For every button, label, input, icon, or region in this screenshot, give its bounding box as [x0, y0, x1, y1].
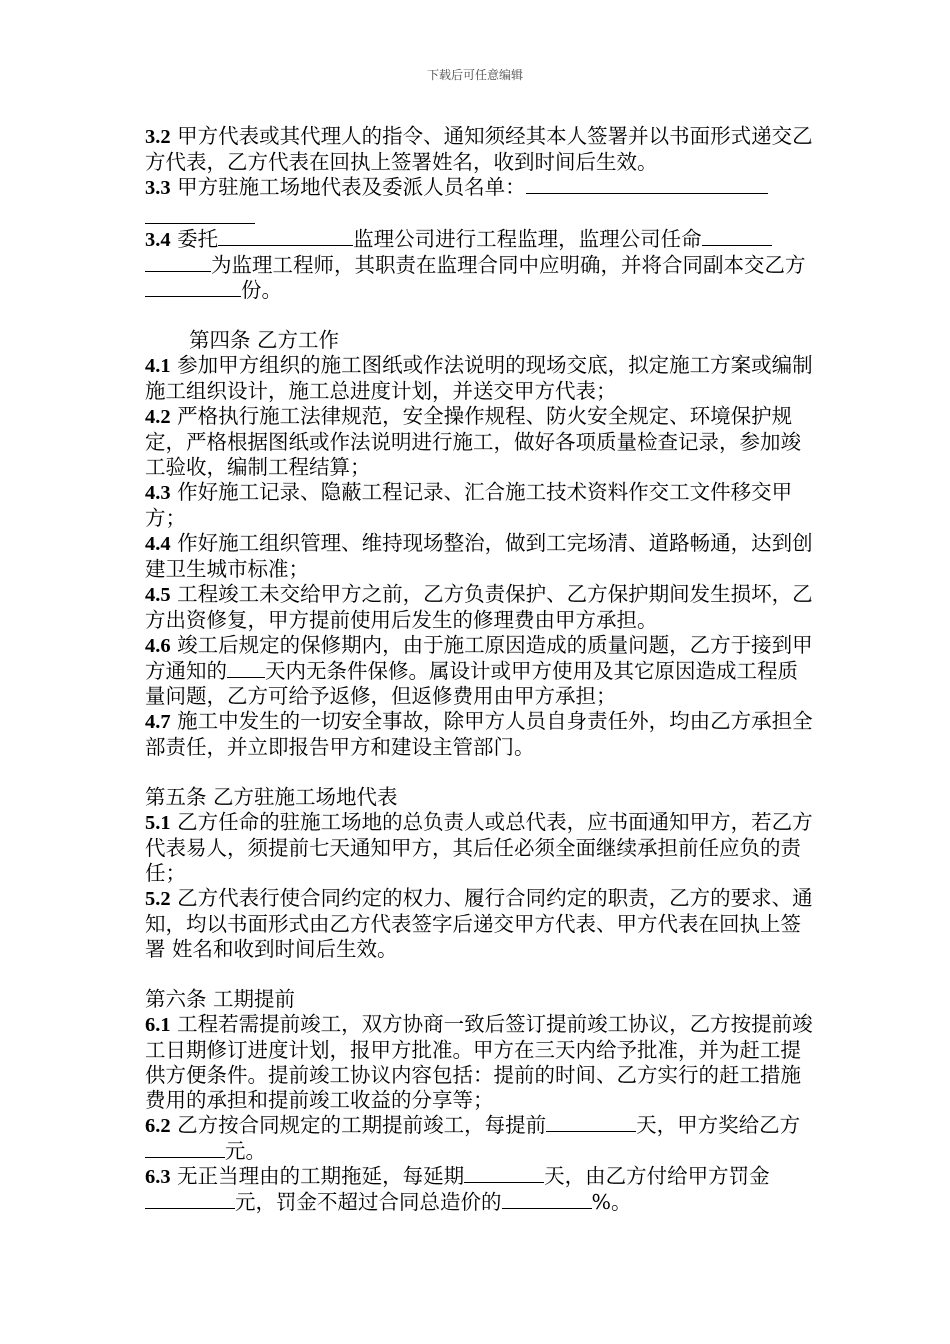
- clause-number: 5.1: [145, 812, 171, 834]
- clause-3-3: [145, 175, 817, 201]
- clause-text: 天，由乙方付给甲方罚金: [544, 1164, 770, 1188]
- clause-5-1: [145, 810, 817, 886]
- clause-text: 工程若需提前竣工，双方协商一致后签订提前竣工协议，乙方按提前竣工日期修订进度计划，报甲方批准。甲方在三天内给予批准，并为赶工提供方便条件。提前竣工协议内容包括：提前的时间、乙方实行的赶工措施费用的承担和提前竣工收益的分享等；: [145, 1012, 813, 1112]
- clause-text: 无正当理由的工期拖延，每延期: [177, 1164, 465, 1188]
- clause-number: 6.1: [145, 1014, 171, 1036]
- clause-number: 5.2: [145, 888, 171, 910]
- clause-number: 6.2: [145, 1115, 171, 1137]
- clause-text: 工程竣工未交给甲方之前，乙方负责保护、乙方保护期间发生损坏，乙方出资修复，甲方提前使用后发生的修理费由甲方承担。: [145, 582, 813, 632]
- clause-6-1: [145, 1012, 817, 1113]
- clause-number: 4.7: [145, 711, 171, 733]
- clause-4-1: [145, 353, 817, 404]
- clause-6-2: [145, 1113, 817, 1164]
- clause-text: 天，甲方奖给乙方: [636, 1113, 801, 1137]
- blank-field: [546, 1113, 636, 1132]
- blank-field: [702, 227, 772, 246]
- clause-text: 施工中发生的一切安全事故，除甲方人员自身责任外，均由乙方承担全部责任，并立即报告甲方和建设主管部门。: [145, 709, 813, 759]
- clause-text: 乙方代表行使合同约定的权力、履行合同约定的职责，乙方的要求、通知，均以书面形式由乙方代表签字后递交甲方代表、甲方代表在回执上签署 姓名和收到时间后生效。: [145, 886, 813, 961]
- clause-text: 严格执行施工法律规范，安全操作规程、防火安全规定、环境保护规定，严格根据图纸或作法说明进行施工，做好各项质量检查记录，参加竣工验收，编制工程结算；: [145, 404, 801, 479]
- clause-number: 4.2: [145, 406, 171, 428]
- blank-field: [145, 278, 241, 297]
- clause-text: 乙方按合同规定的工期提前竣工，每提前: [177, 1113, 547, 1137]
- blank-field: [526, 175, 768, 194]
- clause-text: 元，罚金不超过合同总造价的: [235, 1190, 502, 1214]
- clause-text: 份。: [241, 278, 282, 302]
- clause-4-3: [145, 480, 817, 531]
- blank-field: [502, 1190, 592, 1209]
- blank-field: [145, 253, 211, 272]
- clause-text: 为监理工程师，其职责在监理合同中应明确，并将合同副本交乙方: [211, 253, 806, 277]
- clause-4-7: [145, 709, 817, 760]
- clause-number: 4.4: [145, 533, 171, 555]
- clause-number: 4.5: [145, 584, 171, 606]
- document-body: [145, 124, 817, 1215]
- clause-text: 甲方代表或其代理人的指令、通知须经其本人签署并以书面形式递交乙方代表，乙方代表在回执上签署姓名，收到时间后生效。: [145, 124, 813, 174]
- clause-3-2: [145, 124, 817, 175]
- clause-number: 6.3: [145, 1166, 171, 1188]
- clause-text: 委托: [177, 227, 219, 251]
- clause-4-5: [145, 582, 817, 633]
- clause-number: 4.1: [145, 355, 171, 377]
- clause-number: 4.3: [145, 482, 171, 504]
- clause-4-6: [145, 633, 817, 709]
- clause-text: 乙方任命的驻施工场地的总负责人或总代表，应书面通知甲方，若乙方代表易人，须提前七天通知甲方，其后任必须全面继续承担前任应负的责任；: [145, 810, 813, 885]
- clause-text: 天内无条件保修。属设计或甲方使用及其它原因造成工程质量问题，乙方可给予返修，但返修费用由甲方承担；: [145, 659, 798, 708]
- blank-field: [218, 227, 353, 246]
- clause-text: 监理公司进行工程监理，监理公司任命: [353, 227, 702, 251]
- section-4-title: 第四条 乙方工作: [189, 328, 340, 352]
- blank-field: [145, 1190, 235, 1209]
- clause-text: 甲方驻施工场地代表及委派人员名单：: [177, 175, 526, 199]
- section-6-title: 第六条 工期提前: [145, 987, 296, 1011]
- clause-number: 4.6: [145, 635, 171, 657]
- clause-text: 元。: [225, 1139, 266, 1163]
- clause-4-4: [145, 531, 817, 582]
- blank-field: [227, 659, 265, 678]
- section-5-title: 第五条 乙方驻施工场地代表: [145, 785, 398, 809]
- blank-field: [464, 1164, 544, 1183]
- clause-text: 作好施工记录、隐蔽工程记录、汇合施工技术资料作交工文件移交甲方；: [145, 480, 793, 530]
- clause-text: 作好施工组织管理、维持现场整治，做到工完场清、道路畅通，达到创建卫生城市标准；: [145, 531, 813, 581]
- clause-text: 参加甲方组织的施工图纸或作法说明的现场交底，拟定施工方案或编制施工组织设计，施工总进度计划，并送交甲方代表；: [145, 353, 813, 403]
- clause-3-4: [145, 227, 817, 303]
- clause-number: 3.2: [145, 126, 171, 148]
- clause-4-2: [145, 404, 817, 480]
- blank-field-continued: [145, 201, 255, 224]
- clause-number: 3.3: [145, 177, 171, 199]
- blank-field: [145, 1139, 225, 1158]
- page-header-note: 下载后可任意编辑: [426, 68, 523, 82]
- clause-6-3: [145, 1164, 817, 1215]
- clause-text: %。: [591, 1190, 632, 1214]
- clause-text: 竣工后规定的保修期内，由于施工原因造成的质量问题，乙方于接到甲方通知的: [145, 633, 813, 683]
- clause-number: 3.4: [145, 229, 171, 251]
- clause-5-2: [145, 886, 817, 962]
